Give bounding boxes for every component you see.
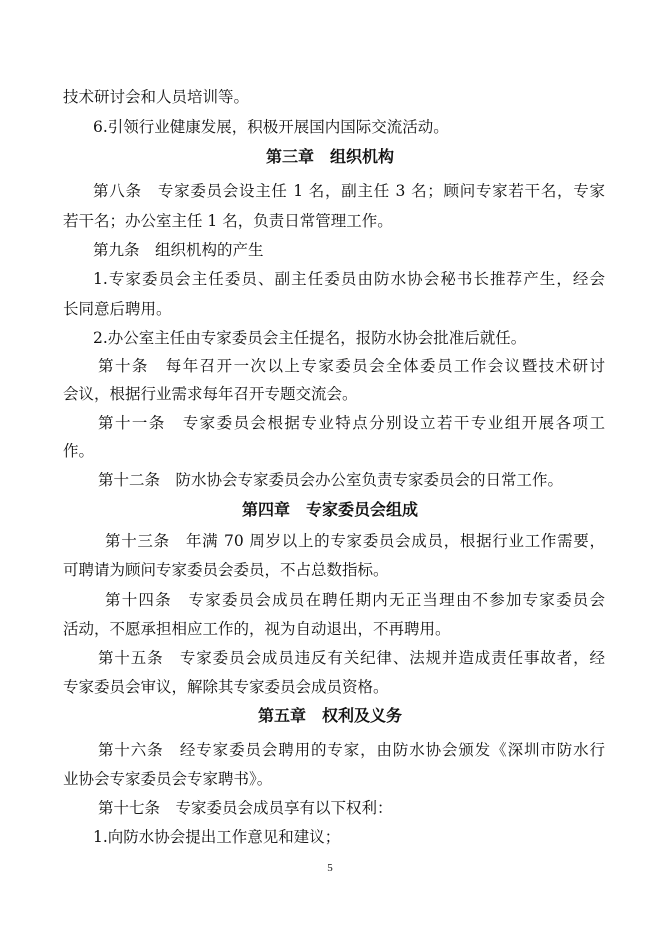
text-line: 第十四条 专家委员会成员在聘任期内无正当理由不参加专家委员会: [105, 591, 605, 609]
text-line: 6.引领行业健康发展，积极开展国内国际交流活动。: [93, 118, 449, 136]
chapter-heading: 第四章 专家委员会组成: [241, 500, 418, 519]
text-line: 会议，根据行业需求每年召开专题交流会。: [63, 385, 358, 403]
text-line: 第十七条 专家委员会成员享有以下权利：: [98, 799, 393, 817]
text-line: 第十五条 专家委员会成员违反有关纪律、法规并造成责任事故者，经: [98, 649, 605, 667]
page-number: 5: [327, 862, 333, 874]
text-line: 第八条 专家委员会设主任 1 名，副主任 3 名；顾问专家若干名，专家: [93, 182, 605, 200]
text-line: 1.专家委员会主任委员、副主任委员由防水协会秘书长推荐产生，经会: [93, 270, 605, 288]
text-line: 2.办公室主任由专家委员会主任提名，报防水协会批准后就任。: [93, 329, 527, 347]
text-line: 业协会专家委员会专家聘书》。: [63, 770, 273, 788]
chapter-heading: 第三章 组织机构: [265, 147, 394, 166]
chapter-heading: 第五章 权利及义务: [257, 706, 402, 725]
text-line: 1.向防水协会提出工作意见和建议；: [93, 828, 341, 846]
text-line: 专家委员会审议，解除其专家委员会成员资格。: [63, 678, 389, 696]
text-line: 活动，不愿承担相应工作的，视为自动退出，不再聘用。: [63, 620, 451, 638]
text-line: 作。: [63, 442, 95, 460]
text-line: 第十六条 经专家委员会聘用的专家，由防水协会颁发《深圳市防水行: [98, 741, 605, 759]
text-line: 第十三条 年满 70 周岁以上的专家委员会成员，根据行业工作需要，: [105, 532, 605, 550]
text-line: 第九条 组织机构的产生: [93, 241, 264, 259]
text-line: 若干名；办公室主任 1 名，负责日常管理工作。: [63, 212, 393, 230]
text-line: 第十条 每年召开一次以上专家委员会全体委员工作会议暨技术研讨: [98, 357, 605, 375]
text-line: 第十一条 专家委员会根据专业特点分别设立若干专业组开展各项工: [98, 414, 605, 432]
text-line: 可聘请为顾问专家委员会委员，不占总数指标。: [63, 561, 389, 579]
text-line: 技术研讨会和人员培训等。: [63, 88, 250, 106]
text-line: 长同意后聘用。: [63, 300, 172, 318]
text-line: 第十二条 防水协会专家委员会办公室负责专家委员会的日常工作。: [98, 471, 564, 489]
